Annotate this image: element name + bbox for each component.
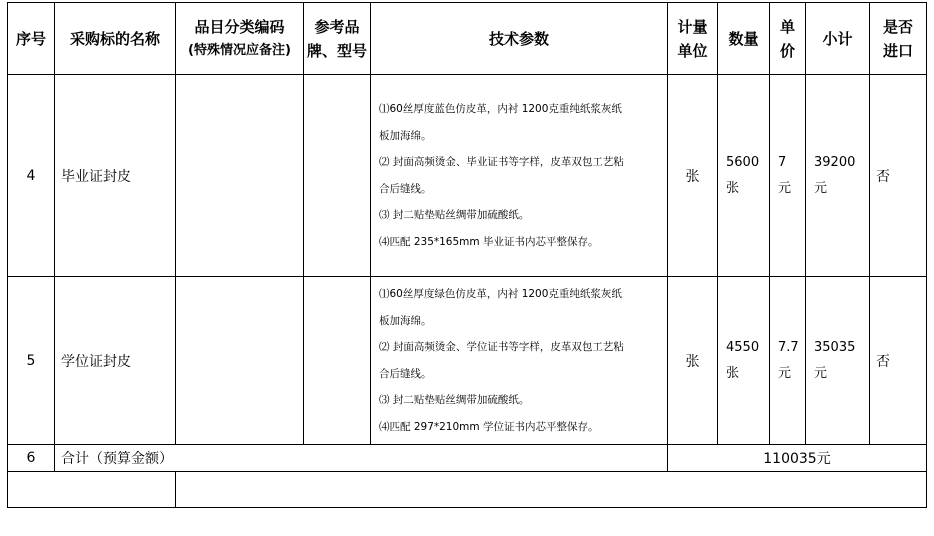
tech-line: ⑴60丝厚度蓝色仿皮革，内衬 1200克重纯纸浆灰纸: [379, 103, 622, 115]
tech-line: 板加海绵。: [379, 314, 432, 327]
header-code: [176, 3, 304, 75]
row-unit: 张: [668, 75, 718, 277]
header-unit-line1: 计量: [677, 17, 708, 36]
header-brand-line1: 参考品: [314, 17, 360, 36]
table-row: [8, 75, 927, 277]
tech-line: 合后缝线。: [379, 182, 432, 195]
row-subtotal-value: 39200: [814, 154, 856, 170]
blank-row: [8, 472, 927, 508]
tech-line: 合后缝线。: [379, 367, 432, 380]
header-unit: [668, 3, 718, 75]
row-brand: [304, 277, 371, 445]
tech-line: ⑶ 封二贴垫贴丝绸带加硫酸纸。: [379, 394, 530, 406]
row-brand: [304, 75, 371, 277]
header-qty: 数量: [718, 3, 770, 75]
row-unit: 张: [668, 277, 718, 445]
header-subtotal: 小计: [806, 3, 870, 75]
row-price-value: 7: [778, 154, 787, 170]
row-tech-params: [371, 277, 668, 445]
tech-line: ⑷匹配 297*210mm 学位证书内芯平整保存。: [379, 420, 599, 433]
header-name: 采购标的名称: [55, 3, 176, 75]
header-import-line2: 进口: [882, 41, 913, 60]
tech-line: ⑶ 封二贴垫贴丝绸带加硫酸纸。: [379, 209, 530, 221]
procurement-table: [7, 2, 927, 508]
row-qty-unit: 张: [726, 365, 740, 381]
tech-line: ⑵ 封面高频烫金、毕业证书等字样，皮革双包工艺粘: [379, 156, 624, 168]
total-seq: 6: [8, 445, 55, 472]
row-subtotal: [806, 277, 870, 445]
row-price-unit: 元: [778, 365, 792, 381]
row-name: 毕业证封皮: [55, 75, 176, 277]
row-seq: 5: [8, 277, 55, 445]
total-row: [8, 445, 927, 472]
row-seq: 4: [8, 75, 55, 277]
row-qty: [718, 75, 770, 277]
table-row: [8, 277, 927, 445]
row-code: [176, 75, 304, 277]
header-import: [870, 3, 927, 75]
header-brand: [304, 3, 371, 75]
row-subtotal-unit: 元: [814, 180, 828, 196]
row-qty-value: 4550: [726, 339, 760, 355]
tech-line: ⑴60丝厚度绿色仿皮革，内衬 1200克重纯纸浆灰纸: [379, 288, 622, 300]
tech-line: ⑷匹配 235*165mm 毕业证书内芯平整保存。: [379, 235, 599, 248]
row-subtotal-value: 35035: [814, 339, 856, 355]
header-code-title: 品目分类编码: [194, 17, 285, 36]
header-brand-line2: 牌、型号: [306, 41, 367, 60]
tech-line: ⑵ 封面高频烫金、学位证书等字样，皮革双包工艺粘: [379, 341, 624, 353]
header-import-line1: 是否: [882, 17, 913, 36]
header-price-line2: 价: [779, 41, 795, 60]
total-amount: 110035元: [668, 445, 927, 472]
row-qty-unit: 张: [726, 180, 740, 196]
header-row: [8, 3, 927, 75]
row-qty: [718, 277, 770, 445]
header-seq: 序号: [8, 3, 55, 75]
row-price: [770, 75, 806, 277]
row-import: 否: [870, 277, 927, 445]
row-price-unit: 元: [778, 180, 792, 196]
blank-cell-left: [8, 472, 176, 508]
row-tech-params: [371, 75, 668, 277]
row-qty-value: 5600: [726, 154, 760, 170]
row-price-value: 7.7: [778, 339, 799, 355]
row-name: 学位证封皮: [55, 277, 176, 445]
header-tech: 技术参数: [371, 3, 668, 75]
row-subtotal-unit: 元: [814, 365, 828, 381]
header-unit-line2: 单位: [677, 41, 708, 60]
row-price: [770, 277, 806, 445]
header-price: [770, 3, 806, 75]
blank-cell-right: [176, 472, 927, 508]
row-subtotal: [806, 75, 870, 277]
header-code-note: (特殊情况应备注): [188, 42, 291, 58]
total-label: 合计（预算金额）: [55, 445, 668, 472]
header-price-line1: 单: [779, 17, 795, 36]
row-import: 否: [870, 75, 927, 277]
tech-line: 板加海绵。: [379, 129, 432, 142]
row-code: [176, 277, 304, 445]
